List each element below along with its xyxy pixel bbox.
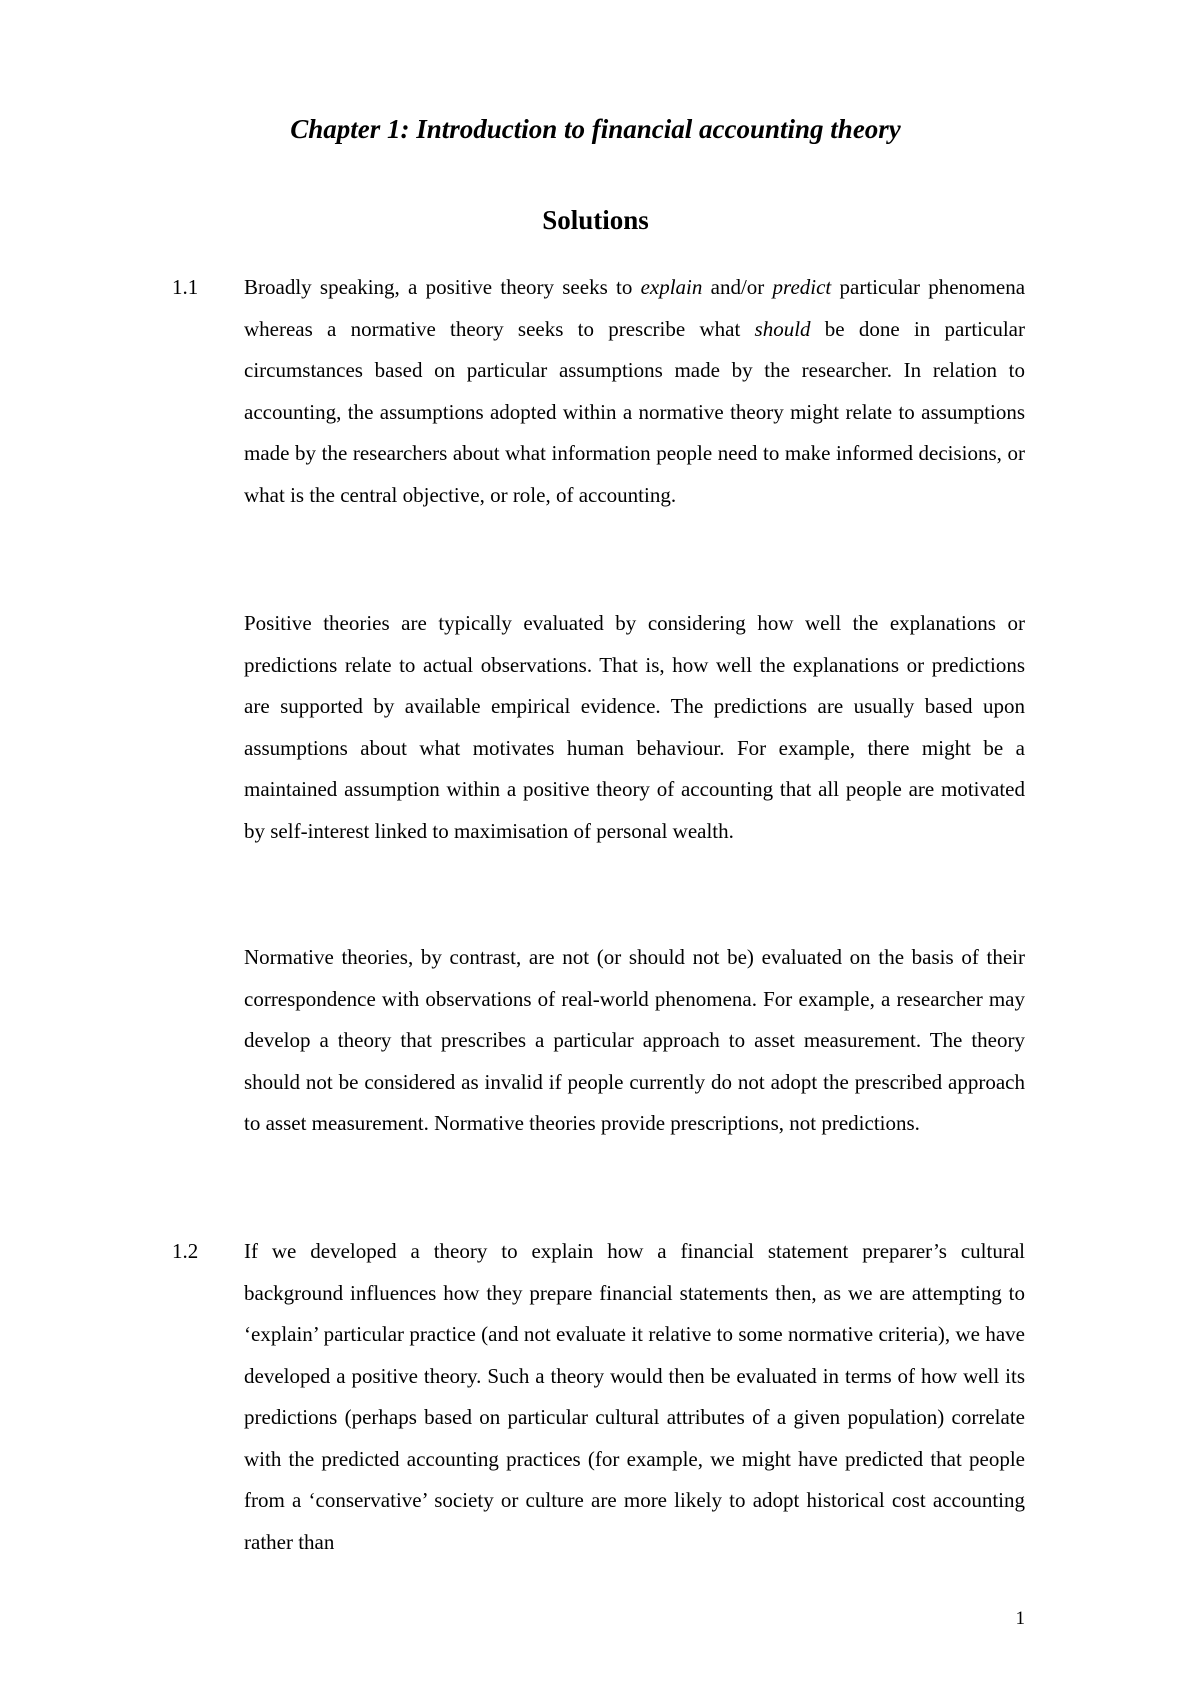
- emphasis-predict: predict: [772, 275, 832, 299]
- text-segment: be done in particular circumstances based on particular assumptions made by the researcher. In relation to accounting, the assumptions adopted within a normative theory might relate to assumptions made by the researchers about what information people need to make informed decisions, or what is the central objective, or role, of accounting.: [244, 316, 1025, 507]
- answer-number: 1.1: [172, 275, 199, 299]
- emphasis-explain: explain: [640, 275, 703, 299]
- answer-paragraph: Normative theories, by contrast, are not (or should not be) evaluated on the basis of their correspondence with observations of real-world phenomena. For example, a researcher may develop a theory that prescribes a particular approach to asset measurement. The theory should not be considered as invalid if people currently do not adopt the prescribed approach to asset measurement. Normative theories provide prescriptions, not predictions.: [244, 945, 1025, 1135]
- answer-paragraph: If we developed a theory to explain how a financial statement preparer’s cultural background influences how they prepare financial statements then, as we are attempting to ‘explain’ particular practice (and not evaluate it relative to some normative criteria), we have developed a positive theory. Such a theory would then be evaluated in terms of how well its predictions (perhaps based on particular cultural attributes of a given population) correlate with the predicted accounting practices (for example, we might have predicted that people from a ‘conservative’ society or culture are more likely to adopt historical cost accounting rather than: [244, 1239, 1025, 1554]
- answer-paragraph: [244, 267, 1025, 516]
- section-heading: Solutions: [542, 205, 649, 235]
- text-segment: particular phenomena whereas a normative theory seeks to prescribe what: [244, 275, 1026, 341]
- answer-paragraph: Positive theories are typically evaluated by considering how well the explanations or predictions relate to actual observations. That is, how well the explanations or predictions are supported by available empirical evidence. The predictions are usually based upon assumptions about what motivates human behaviour. For example, there might be a maintained assumption within a positive theory of accounting that all people are motivated by self-interest linked to maximisation of personal wealth.: [244, 611, 1025, 843]
- page-number: 1: [1015, 1608, 1025, 1629]
- emphasis-should: should: [754, 316, 811, 341]
- text-segment: Broadly speaking, a positive theory seeks to: [244, 275, 641, 299]
- chapter-title: Chapter 1: Introduction to financial accounting theory: [290, 114, 901, 144]
- answer-number: 1.2: [172, 1239, 199, 1263]
- text-segment: and/or: [702, 275, 773, 299]
